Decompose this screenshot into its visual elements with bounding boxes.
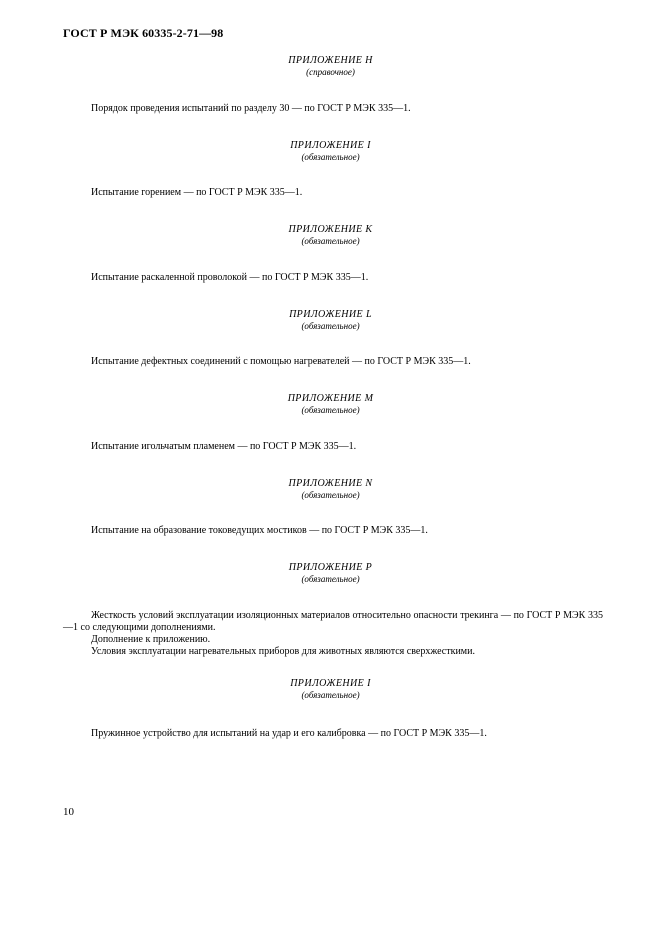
annex-status: (обязательное) <box>301 405 360 415</box>
annex-paragraph: Условия эксплуатации нагревательных приборов для животных являются сверхжесткими. <box>91 646 475 657</box>
annex-status: (обязательное) <box>301 490 360 500</box>
annex-status: (справочное) <box>306 67 355 77</box>
annex-h-body <box>63 103 603 115</box>
annex-paragraph: Пружинное устройство для испытаний на удар и его калибровка — по ГОСТ Р МЭК 335—1. <box>91 728 487 739</box>
annex-i-second-heading <box>0 678 661 701</box>
annex-paragraph: Испытание горением — по ГОСТ Р МЭК 335—1. <box>91 187 303 198</box>
annex-paragraph: Испытание игольчатым пламенем — по ГОСТ Р МЭК 335—1. <box>91 441 357 452</box>
document-header: ГОСТ Р МЭК 60335-2-71—98 <box>63 26 224 40</box>
annex-status: (обязательное) <box>301 236 360 246</box>
annex-i-heading <box>0 140 661 163</box>
annex-m-heading <box>0 393 661 416</box>
annex-paragraph: Испытание на образование токоведущих мостиков — по ГОСТ Р МЭК 335—1. <box>91 525 428 536</box>
annex-status: (обязательное) <box>301 152 360 162</box>
annex-title: ПРИЛОЖЕНИЕ N <box>288 478 373 489</box>
annex-title: ПРИЛОЖЕНИЕ P <box>288 562 373 573</box>
annex-paragraph: Порядок проведения испытаний по разделу 30 — по ГОСТ Р МЭК 335—1. <box>91 103 411 114</box>
annex-paragraph: Испытание дефектных соединений с помощью нагревателей — по ГОСТ Р МЭК 335—1. <box>91 356 471 367</box>
annex-title: ПРИЛОЖЕНИЕ I <box>290 140 371 151</box>
annex-k-body <box>63 272 603 284</box>
annex-p-body <box>63 610 603 658</box>
annex-status: (обязательное) <box>301 574 360 584</box>
annex-i-body <box>63 187 603 199</box>
annex-m-body <box>63 441 603 453</box>
annex-h-heading <box>0 55 661 78</box>
page-number: 10 <box>63 806 74 818</box>
annex-p-heading <box>0 562 661 585</box>
annex-n-body <box>63 525 603 537</box>
annex-i-second-body <box>63 728 603 740</box>
annex-status: (обязательное) <box>301 321 360 331</box>
annex-status: (обязательное) <box>301 690 360 700</box>
annex-title: ПРИЛОЖЕНИЕ K <box>288 224 373 235</box>
annex-title: ПРИЛОЖЕНИЕ H <box>288 55 373 66</box>
annex-paragraph: Испытание раскаленной проволокой — по ГОСТ Р МЭК 335—1. <box>91 272 369 283</box>
annex-k-heading <box>0 224 661 247</box>
annex-title: ПРИЛОЖЕНИЕ M <box>287 393 374 404</box>
annex-n-heading <box>0 478 661 501</box>
annex-l-heading <box>0 309 661 332</box>
annex-paragraph: Дополнение к приложению. <box>91 634 211 645</box>
annex-title: ПРИЛОЖЕНИЕ L <box>289 309 372 320</box>
annex-paragraph: Жесткость условий эксплуатации изоляционных материалов относительно опасности трекинга — по ГОСТ Р МЭК 335—1 со следующими дополнениями. <box>63 610 603 633</box>
annex-l-body <box>63 356 603 368</box>
annex-title: ПРИЛОЖЕНИЕ I <box>290 678 371 689</box>
